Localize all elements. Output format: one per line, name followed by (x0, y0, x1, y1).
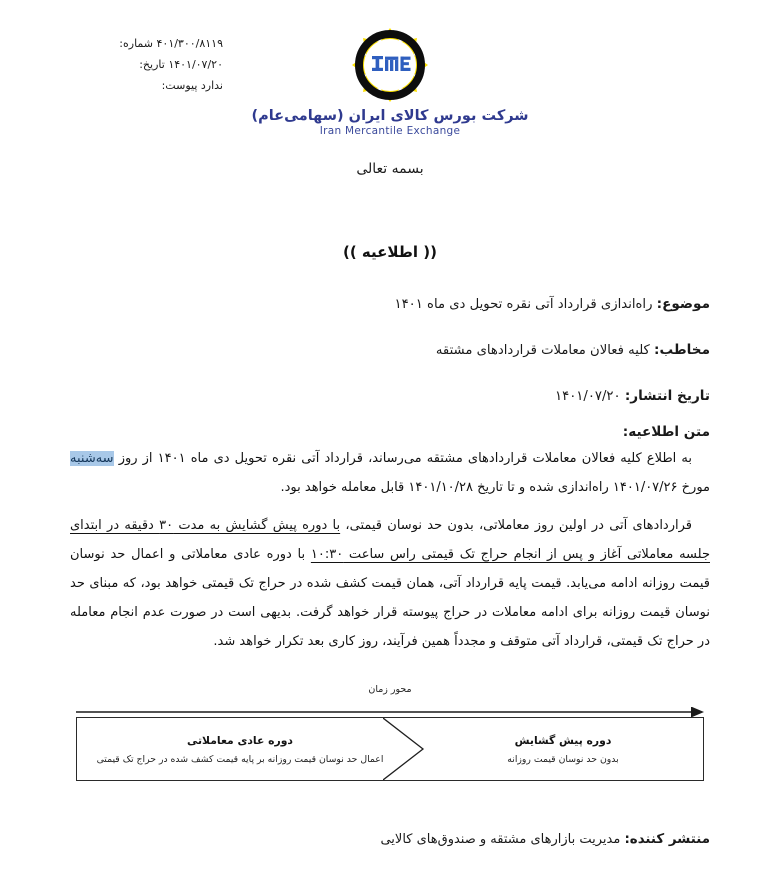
timeline-segment-normal-session (77, 718, 403, 780)
paragraph-2-part-a: قراردادهای آتی در اولین روز معاملاتی، بدون حد نوسان قیمتی، (340, 518, 692, 533)
meta-value-attachment: ندارد (200, 79, 223, 92)
field-list (70, 296, 710, 434)
paragraph-2-part-b: با دوره عادی معاملاتی و اعمال حد نوسان قیمت روزانه ادامه می‌یابد. قیمت پایه قرارداد آتی، همان قیمت کشف شده در حراج تک قیمتی خواهد بود، که مبنای حد نوسان قیمت روزانه برای ادامه معاملات در حراج پیوسته قرار خواهد گرفت. بدیهی است در صورت عدم انجام معامله در حراج تک قیمتی، قرارداد آتی متوقف و مجدداً همین فرآیند، روز کاری بعد تکرار خواهد شد. (70, 547, 710, 649)
paragraph-1-part-b: مورخ ۱۴۰۱/۰۷/۲۶ راه‌اندازی شده و تا تاریخ ۱۴۰۱/۱۰/۲۸ قابل معامله خواهد بود. (280, 480, 710, 495)
body-paragraph-2 (70, 511, 710, 656)
timeline-diagram (76, 684, 704, 784)
field-value-publish-date: ۱۴۰۱/۰۷/۲۰ (555, 389, 621, 404)
field-label-subject: موضوع: (656, 296, 710, 312)
field-row-audience (70, 342, 710, 359)
field-row-subject (70, 296, 710, 313)
field-value-subject: راه‌اندازی قرارداد آتی نقره تحویل دی ماه ۱۴۰۱ (394, 297, 653, 312)
company-name-fa: شرکت بورس کالای ایران (سهامی‌عام) (251, 108, 529, 124)
timeline-segment-pre-open-title: دوره پیش گشایش (514, 733, 612, 747)
company-logo (0, 26, 780, 137)
publisher-value: مدیریت بازارهای مشتقه و صندوق‌های کالایی (380, 832, 621, 847)
meta-value-number: ۴۰۱/۳۰۰/۸۱۱۹ (156, 37, 223, 50)
title-text: اطلاعیه (361, 243, 419, 261)
field-label-audience: مخاطب: (654, 342, 710, 358)
body-heading: متن اطلاعیه: (622, 424, 710, 440)
ime-logo-icon (348, 26, 432, 104)
paragraph-1-highlight: سه‌شنبه (70, 451, 114, 466)
company-name-en: Iran Mercantile Exchange (319, 125, 461, 137)
meta-label-date: تاریخ: (139, 58, 165, 71)
meta-label-attachment: پیوست: (161, 79, 198, 92)
title-open-paren: (( (423, 243, 438, 261)
page-title (0, 243, 780, 261)
field-row-publish-date (70, 388, 710, 405)
publisher-line (380, 832, 710, 847)
document-header (0, 0, 780, 150)
timeline-segment-normal-session-subtitle: اعمال حد نوسان قیمت روزانه بر پایه قیمت کشف شده در حراج تک قیمتی (96, 753, 384, 765)
field-label-publish-date: تاریخ انتشار: (624, 388, 710, 404)
timeline-axis-arrow-icon (76, 707, 704, 717)
paragraph-1-part-a: به اطلاع کلیه فعالان معاملات قراردادهای مشتقه می‌رساند، قرارداد آتی نقره تحویل دی ماه ۱۴۰۱ از روز (113, 451, 692, 466)
timeline-axis-label: محور زمان (368, 684, 412, 695)
paragraph-2-underlined: با دوره پیش گشایش به مدت ۳۰ دقیقه در ابتدای جلسه معاملاتی آغاز و پس از انجام حراج تک قیمتی راس ساعت ۱۰:۳۰ (70, 518, 710, 562)
meta-value-date: ۱۴۰۱/۰۷/۲۰ (168, 58, 223, 71)
timeline-box (76, 717, 704, 781)
timeline-segment-pre-open-subtitle: بدون حد نوسان قیمت روزانه (507, 753, 619, 765)
body-paragraph-1 (70, 444, 710, 502)
body-text (70, 444, 710, 658)
ime-wordmark-icon (372, 56, 411, 71)
timeline-segment-pre-open (423, 718, 703, 780)
title-close-paren: )) (342, 243, 357, 261)
basmala-line: بسمه تعالی (356, 161, 424, 177)
field-value-audience: کلیه فعالان معاملات قراردادهای مشتقه (435, 343, 650, 358)
publisher-label: منتشر کننده: (624, 832, 710, 847)
meta-label-number: شماره: (119, 37, 153, 50)
timeline-segment-normal-session-title: دوره عادی معاملاتی (187, 733, 293, 747)
